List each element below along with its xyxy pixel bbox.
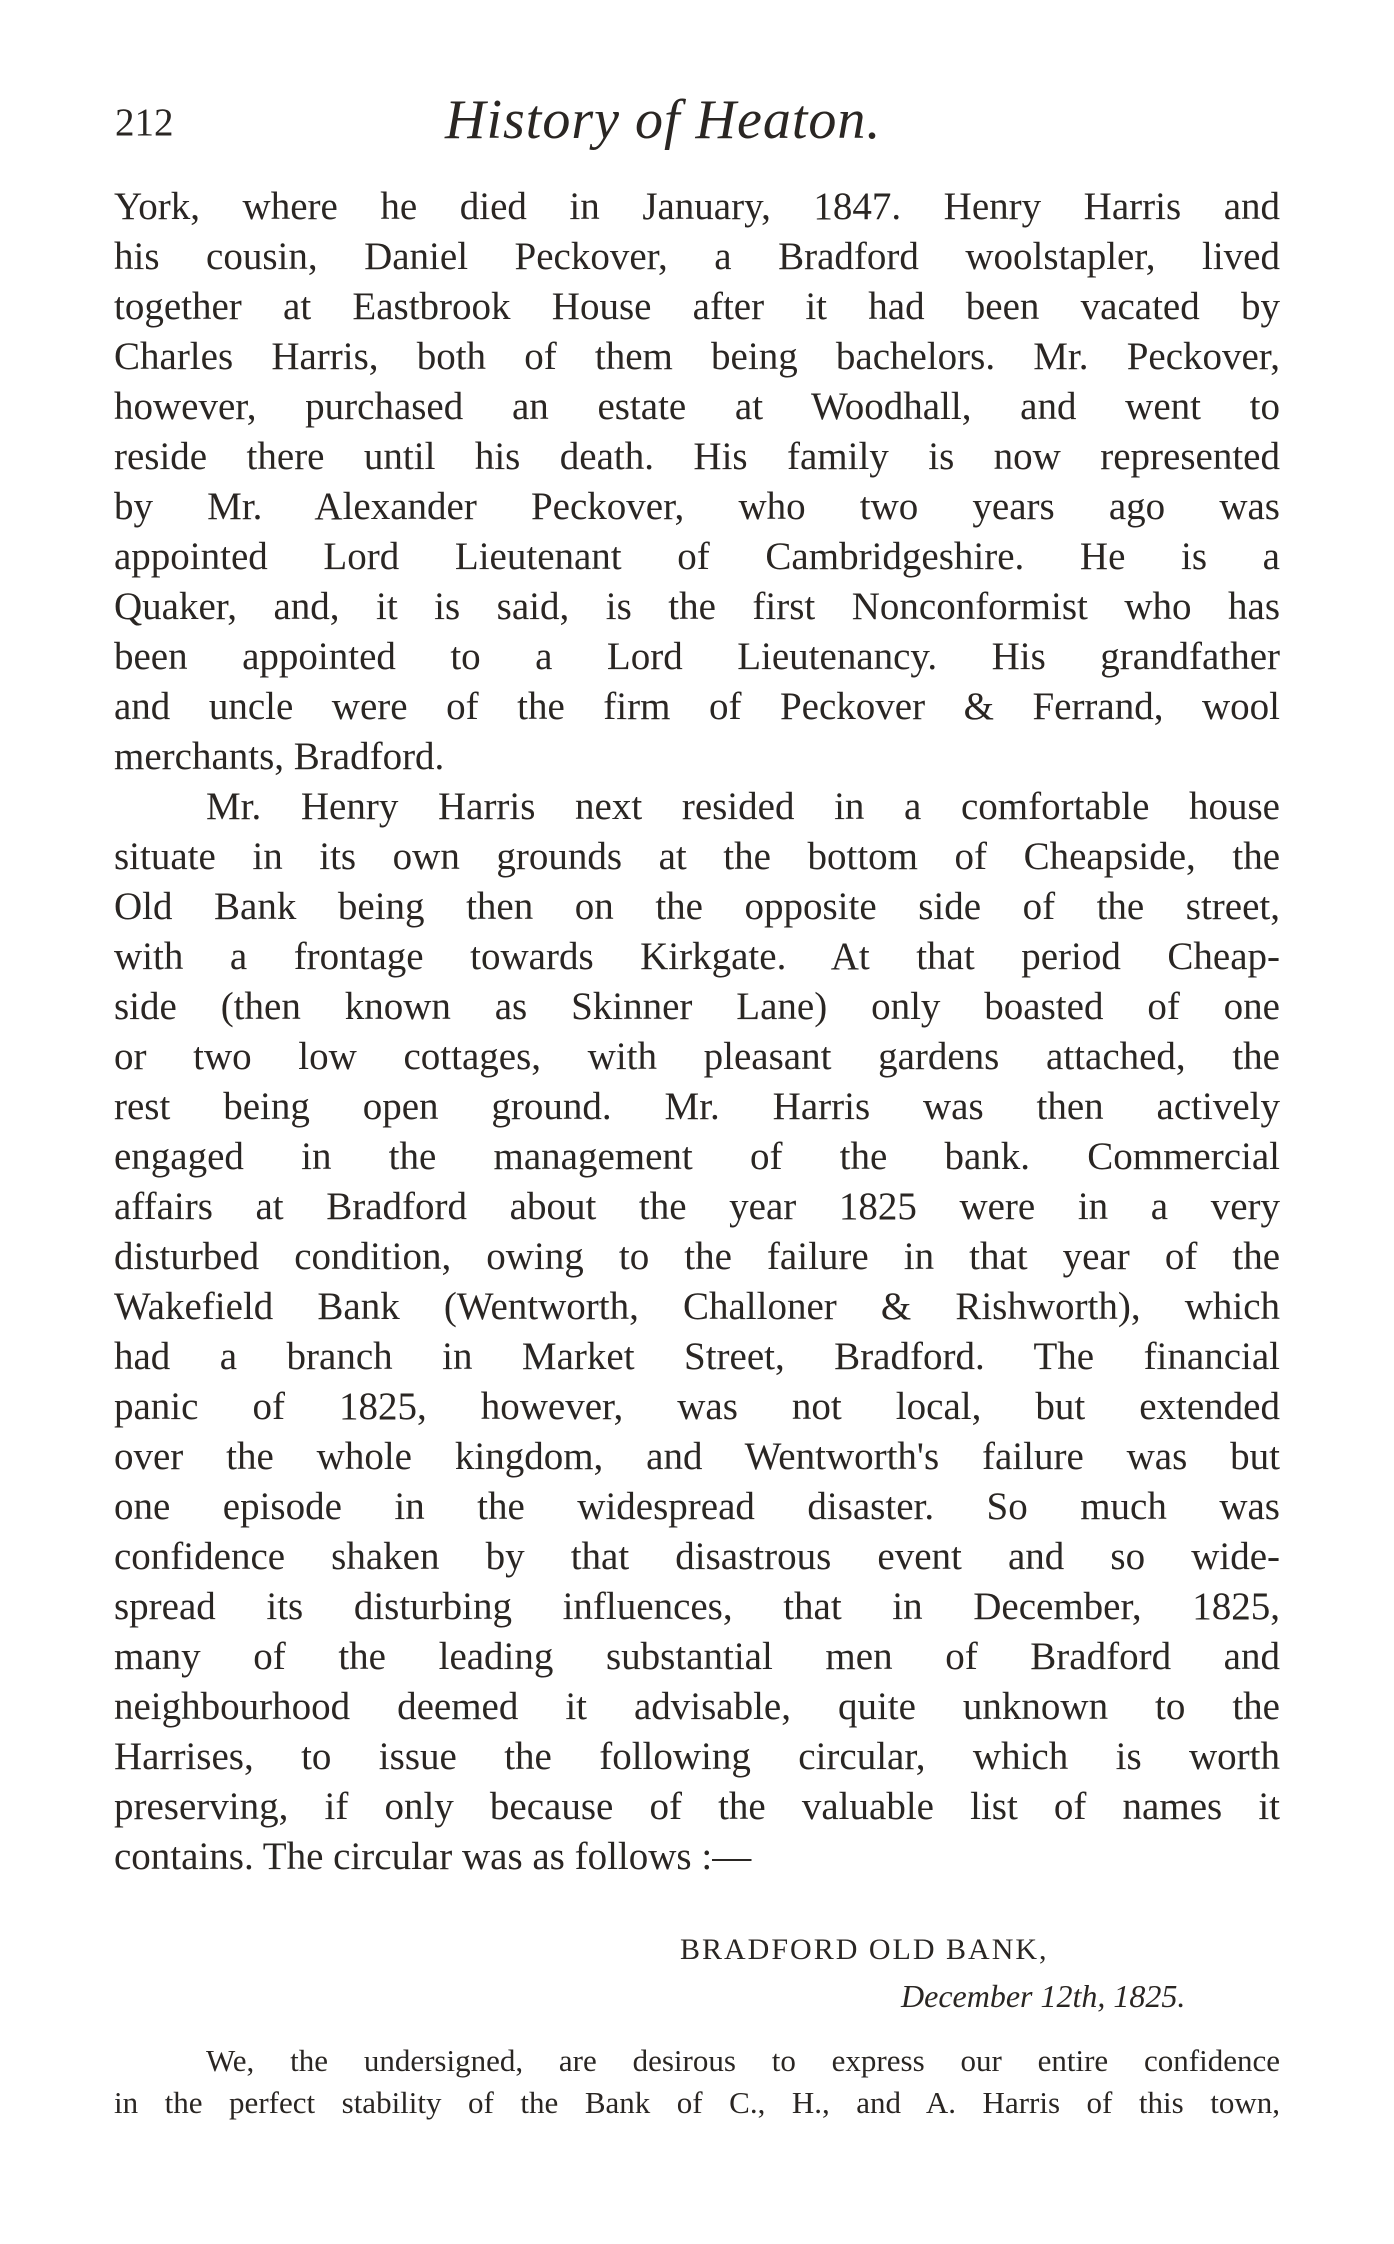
circular-line: We, the undersigned, are desirous to express our entire confidence xyxy=(206,2043,1280,2078)
text-line: side (then known as Skinner Lane) only boasted of one xyxy=(114,985,1280,1028)
text-line: been appointed to a Lord Lieutenancy. His grandfather xyxy=(114,635,1280,678)
text-line: or two low cottages, with pleasant gardens attached, the xyxy=(114,1035,1280,1078)
running-title: History of Heaton. xyxy=(445,89,882,151)
text-line: Wakefield Bank (Wentworth, Challoner & Rishworth), which xyxy=(114,1285,1280,1328)
circular-date: December 12th, 1825. xyxy=(901,1978,1186,2014)
text-line: situate in its own grounds at the bottom of Cheapside, the xyxy=(114,835,1280,878)
text-line: with a frontage towards Kirkgate. At that period Cheap- xyxy=(114,935,1280,978)
text-line: spread its disturbing influences, that in December, 1825, xyxy=(114,1585,1280,1628)
text-line: together at Eastbrook House after it had been vacated by xyxy=(114,285,1280,328)
text-line: Quaker, and, it is said, is the first Nonconformist who has xyxy=(114,585,1280,628)
text-line: engaged in the management of the bank. Commercial xyxy=(114,1135,1280,1178)
text-line: panic of 1825, however, was not local, but extended xyxy=(114,1385,1280,1428)
text-line: reside there until his death. His family is now represented xyxy=(114,435,1280,478)
circular-line: in the perfect stability of the Bank of C., H., and A. Harris of this town, xyxy=(114,2085,1280,2120)
text-line: his cousin, Daniel Peckover, a Bradford woolstapler, lived xyxy=(114,235,1280,278)
text-line: York, where he died in January, 1847. Henry Harris and xyxy=(114,185,1280,228)
text-line: merchants, Bradford. xyxy=(114,735,445,778)
text-line: Harrises, to issue the following circular, which is worth xyxy=(114,1735,1280,1778)
text-line: and uncle were of the firm of Peckover & Ferrand, wool xyxy=(114,685,1280,728)
body-text xyxy=(114,182,1280,1882)
text-line: however, purchased an estate at Woodhall, and went to xyxy=(114,385,1280,428)
text-line: appointed Lord Lieutenant of Cambridgeshire. He is a xyxy=(114,535,1280,578)
text-line: one episode in the widespread disaster. So much was xyxy=(114,1485,1280,1528)
text-line: confidence shaken by that disastrous event and so wide- xyxy=(114,1535,1280,1578)
text-line: rest being open ground. Mr. Harris was then actively xyxy=(114,1085,1280,1128)
text-line: Charles Harris, both of them being bachelors. Mr. Peckover, xyxy=(114,335,1280,378)
text-line: contains. The circular was as follows :— xyxy=(114,1835,752,1878)
text-line: disturbed condition, owing to the failure in that year of the xyxy=(114,1235,1280,1278)
text-line: over the whole kingdom, and Wentworth's failure was but xyxy=(114,1435,1280,1478)
text-line: neighbourhood deemed it advisable, quite unknown to the xyxy=(114,1685,1280,1728)
text-line: affairs at Bradford about the year 1825 were in a very xyxy=(114,1185,1280,1228)
text-line: Old Bank being then on the opposite side of the street, xyxy=(114,885,1280,928)
text-line: by Mr. Alexander Peckover, who two years ago was xyxy=(114,485,1280,528)
circular-text xyxy=(114,2040,1280,2124)
text-line: many of the leading substantial men of Bradford and xyxy=(114,1635,1280,1678)
text-line: preserving, if only because of the valuable list of names it xyxy=(114,1785,1280,1828)
page-header xyxy=(115,88,1280,158)
text-line: had a branch in Market Street, Bradford. The financial xyxy=(114,1335,1280,1378)
circular-heading: BRADFORD OLD BANK, xyxy=(680,1933,1049,1966)
paragraph-start-line: Mr. Henry Harris next resided in a comfortable house xyxy=(206,785,1280,828)
page-number: 212 xyxy=(115,101,174,144)
